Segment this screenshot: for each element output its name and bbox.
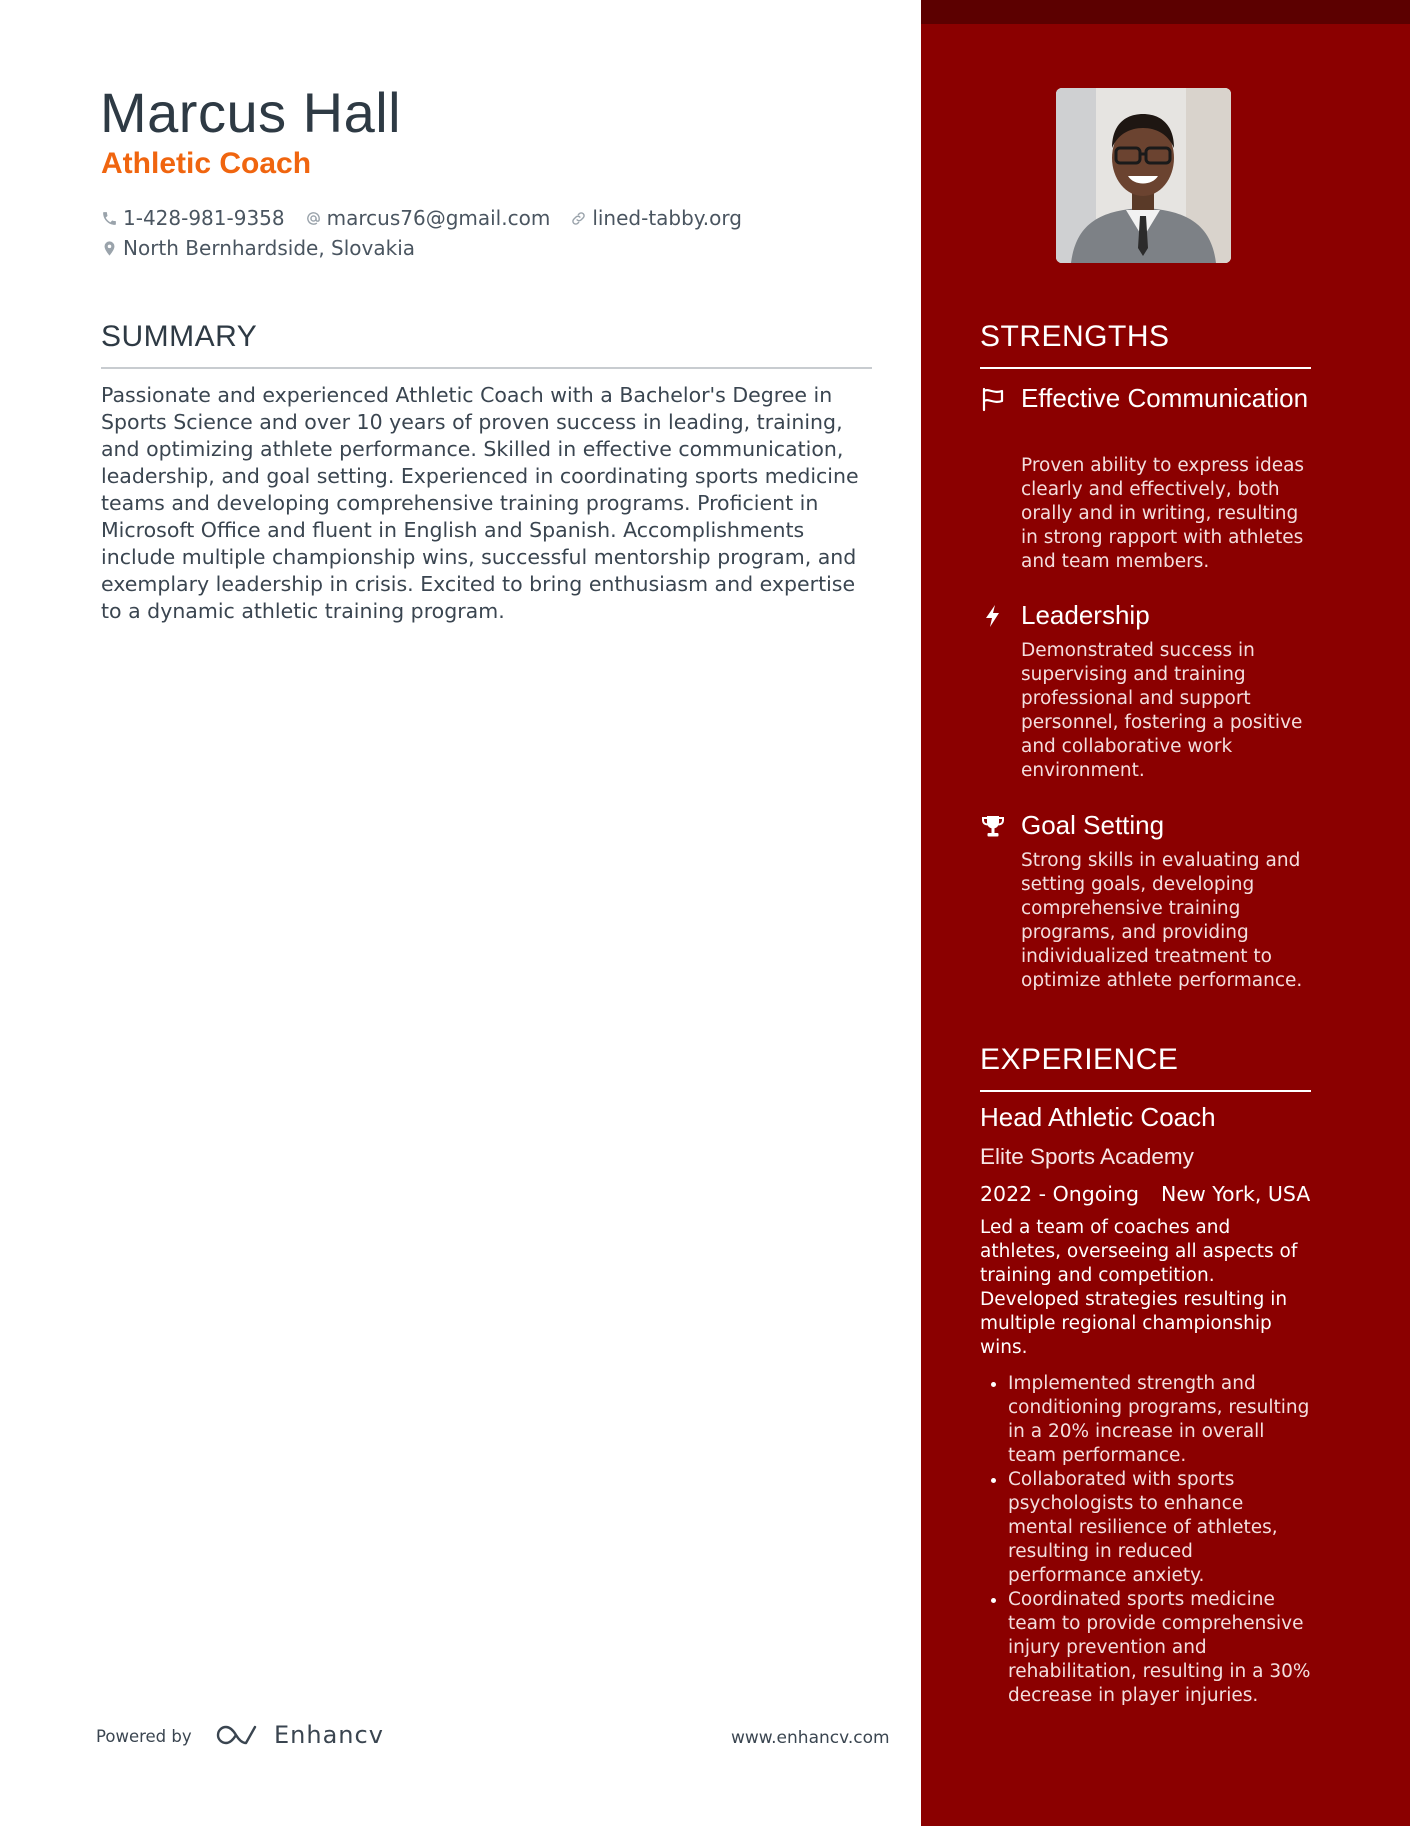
strength-description: Strong skills in evaluating and setting goals, developing comprehensive training programs, and providing individualized treatment to optimize athlete performance. — [1021, 850, 1303, 991]
trophy-icon — [980, 813, 1006, 839]
experience-description: Led a team of coaches and athletes, overseeing all aspects of training and competition. Developed strategies resulting in multiple regional championship wins. — [980, 1217, 1298, 1358]
strength-item — [980, 809, 1320, 999]
strength-title: Effective Communication — [1021, 383, 1309, 413]
website-contact[interactable] — [570, 203, 742, 233]
summary-text: Passionate and experienced Athletic Coach with a Bachelor's Degree in Sports Science and over 10 years of proven success in leading, training, and optimizing athlete performance. Skilled in effective communication, leadership, and goal setting. Experienced in coordinating sports medicine teams and developing comprehensive training programs. Proficient in Microsoft Office and fluent in English and Spanish. Accomplishments include multiple championship wins, successful mentorship program, and exemplary leadership in crisis. Excited to bring enthusiasm and expertise to a dynamic athletic training program. — [101, 383, 859, 623]
email-address[interactable]: marcus76@gmail.com — [326, 206, 551, 230]
phone-icon — [101, 210, 118, 227]
candidate-title: Athletic Coach — [101, 147, 312, 180]
location-text: North Bernhardside, Slovakia — [123, 236, 416, 260]
strength-description: Proven ability to express ideas clearly and effectively, both orally and in writing, resulting in strong rapport with athletes and team members. — [1021, 455, 1305, 572]
at-icon — [305, 210, 322, 227]
lightning-icon — [980, 603, 1006, 629]
strength-description: Demonstrated success in supervising and training professional and support personnel, fostering a positive and collaborative work environment. — [1021, 640, 1303, 781]
experience-divider — [980, 1090, 1311, 1092]
experience-meta — [980, 1180, 1320, 1208]
enhancv-logo-icon — [214, 1722, 262, 1748]
profile-photo — [1056, 88, 1231, 263]
experience-role: Head Athletic Coach — [980, 1102, 1216, 1132]
phone-number: 1-428-981-9358 — [123, 206, 285, 230]
candidate-name: Marcus Hall — [100, 81, 402, 144]
enhancv-logo[interactable] — [214, 1721, 384, 1749]
flag-icon — [980, 386, 1006, 412]
footer-url[interactable]: www.enhancv.com — [731, 1728, 890, 1748]
strength-title: Leadership — [1021, 600, 1150, 630]
strength-item — [980, 382, 1320, 582]
experience-bullet: • Collaborated with sports psychologists to enhance mental resilience of athletes, resulting in reduced performance anxiety. — [1008, 1468, 1313, 1588]
experience-bullet: • Coordinated sports medicine team to provide comprehensive injury prevention and rehabilitation, resulting in a 30% decrease in player injuries. — [1008, 1588, 1313, 1708]
phone-contact — [101, 203, 285, 233]
website-link[interactable]: lined-tabby.org — [592, 206, 742, 230]
contact-info — [101, 203, 881, 263]
strengths-divider — [980, 367, 1311, 369]
email-contact[interactable] — [305, 203, 551, 233]
footer-powered-by: Powered by — [96, 1727, 192, 1746]
sidebar-top-bar — [921, 0, 1410, 24]
experience-dates: 2022 - Ongoing — [980, 1182, 1139, 1206]
location-contact — [101, 233, 415, 263]
profile-photo-image — [1056, 88, 1231, 263]
summary-heading: SUMMARY — [101, 320, 258, 353]
location-pin-icon — [101, 240, 118, 257]
experience-heading: EXPERIENCE — [980, 1043, 1179, 1076]
experience-company: Elite Sports Academy — [980, 1144, 1194, 1169]
experience-bullets — [980, 1372, 1313, 1708]
experience-item — [980, 1100, 1320, 1708]
strengths-heading: STRENGTHS — [980, 320, 1170, 353]
summary-divider — [101, 367, 872, 369]
sidebar — [921, 0, 1410, 1826]
link-icon — [570, 210, 587, 227]
experience-location: New York, USA — [1161, 1182, 1311, 1206]
strength-title: Goal Setting — [1021, 810, 1165, 840]
experience-bullet: • Implemented strength and conditioning programs, resulting in a 20% increase in overall team performance. — [1008, 1372, 1313, 1468]
enhancv-brand: Enhancv — [274, 1721, 384, 1749]
strength-item — [980, 599, 1320, 789]
